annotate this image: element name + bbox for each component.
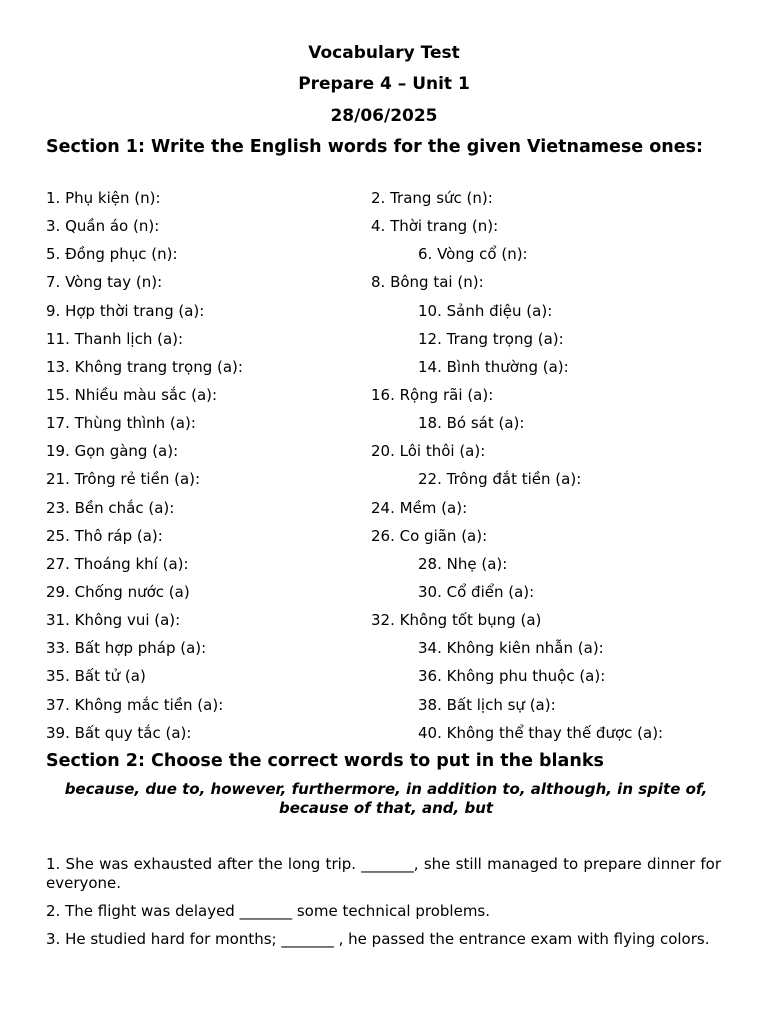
vocab-row xyxy=(46,383,726,411)
vocab-item: 36. Không phu thuộc (a): xyxy=(418,667,606,686)
vocab-item: 6. Vòng cổ (n): xyxy=(418,245,528,264)
vocab-item: 29. Chống nước (a) xyxy=(46,582,190,601)
vocab-row xyxy=(46,439,726,467)
vocab-item: 11. Thanh lịch (a): xyxy=(46,329,184,348)
vocab-row xyxy=(46,411,726,439)
vocab-row xyxy=(46,270,726,298)
vocab-item: 25. Thô ráp (a): xyxy=(46,526,163,545)
vocab-item: 19. Gọn gàng (a): xyxy=(46,442,179,461)
word-bank: because, due to, however, furthermore, in addition to, although, in spite of, because of that, and, but xyxy=(64,780,708,817)
vocab-item: 33. Bất hợp pháp (a): xyxy=(46,639,207,658)
vocab-item: 38. Bất lịch sự (a): xyxy=(418,695,556,714)
section-2-heading: Section 2: Choose the correct words to put in the blanks xyxy=(46,751,604,771)
vocab-item: 31. Không vui (a): xyxy=(46,611,181,630)
vocab-row xyxy=(46,496,726,524)
vocab-item: 12. Trang trọng (a): xyxy=(418,329,564,348)
vocab-item: 23. Bền chắc (a): xyxy=(46,498,175,517)
section-1-heading: Section 1: Write the English words for the given Vietnamese ones: xyxy=(46,137,704,157)
test-date: 28/06/2025 xyxy=(330,106,438,126)
vocab-item: 28. Nhẹ (a): xyxy=(418,554,508,573)
vocab-row xyxy=(46,608,726,636)
vocab-row xyxy=(46,214,726,242)
vocab-item: 26. Co giãn (a): xyxy=(371,526,488,545)
vocab-item: 3. Quần áo (n): xyxy=(46,217,160,236)
vocab-row xyxy=(46,299,726,327)
vocab-item: 40. Không thể thay thế được (a): xyxy=(418,723,664,742)
vocabulary-grid xyxy=(46,186,726,749)
vocab-item: 24. Mềm (a): xyxy=(371,498,468,517)
test-subtitle: Prepare 4 – Unit 1 xyxy=(298,74,470,94)
vocab-item: 7. Vòng tay (n): xyxy=(46,273,163,292)
vocab-item: 13. Không trang trọng (a): xyxy=(46,357,243,376)
test-title: Vocabulary Test xyxy=(308,43,460,63)
vocab-item: 21. Trông rẻ tiền (a): xyxy=(46,470,201,489)
question-2: 2. The flight was delayed _______ some technical problems. xyxy=(46,902,491,920)
vocab-item: 9. Hợp thời trang (a): xyxy=(46,301,205,320)
vocab-item: 34. Không kiên nhẫn (a): xyxy=(418,639,604,658)
vocab-row xyxy=(46,186,726,214)
vocab-item: 14. Bình thường (a): xyxy=(418,357,569,376)
vocab-item: 17. Thùng thình (a): xyxy=(46,414,196,433)
vocab-row xyxy=(46,327,726,355)
vocab-item: 27. Thoáng khí (a): xyxy=(46,554,189,573)
vocab-item: 35. Bất tử (a) xyxy=(46,667,146,686)
vocab-row xyxy=(46,467,726,495)
vocab-item: 20. Lôi thôi (a): xyxy=(371,442,486,461)
vocab-row xyxy=(46,524,726,552)
vocab-item: 16. Rộng rãi (a): xyxy=(371,385,494,404)
vocab-row xyxy=(46,355,726,383)
vocab-item: 18. Bó sát (a): xyxy=(418,414,525,433)
vocab-item: 5. Đồng phục (n): xyxy=(46,245,178,264)
vocab-row xyxy=(46,693,726,721)
vocab-item: 22. Trông đắt tiền (a): xyxy=(418,470,582,489)
vocab-item: 37. Không mắc tiền (a): xyxy=(46,695,224,714)
vocab-row xyxy=(46,636,726,664)
vocab-row xyxy=(46,242,726,270)
vocab-row xyxy=(46,664,726,692)
vocab-item: 39. Bất quy tắc (a): xyxy=(46,723,192,742)
vocab-row xyxy=(46,552,726,580)
vocab-item: 4. Thời trang (n): xyxy=(371,217,499,236)
vocab-row xyxy=(46,721,726,749)
question-1: 1. She was exhausted after the long trip. _______, she still managed to prepare dinner for everyone. xyxy=(46,855,721,892)
vocab-item: 30. Cổ điển (a): xyxy=(418,582,535,601)
vocab-item: 2. Trang sức (n): xyxy=(371,189,493,207)
vocab-item: 8. Bông tai (n): xyxy=(371,273,484,292)
vocab-item: 32. Không tốt bụng (a) xyxy=(371,611,542,630)
vocab-row xyxy=(46,580,726,608)
question-3: 3. He studied hard for months; _______ , he passed the entrance exam with flying colors. xyxy=(46,930,710,948)
vocab-item: 10. Sảnh điệu (a): xyxy=(418,301,553,320)
vocab-item: 1. Phụ kiện (n): xyxy=(46,189,161,207)
vocab-item: 15. Nhiều màu sắc (a): xyxy=(46,385,218,404)
